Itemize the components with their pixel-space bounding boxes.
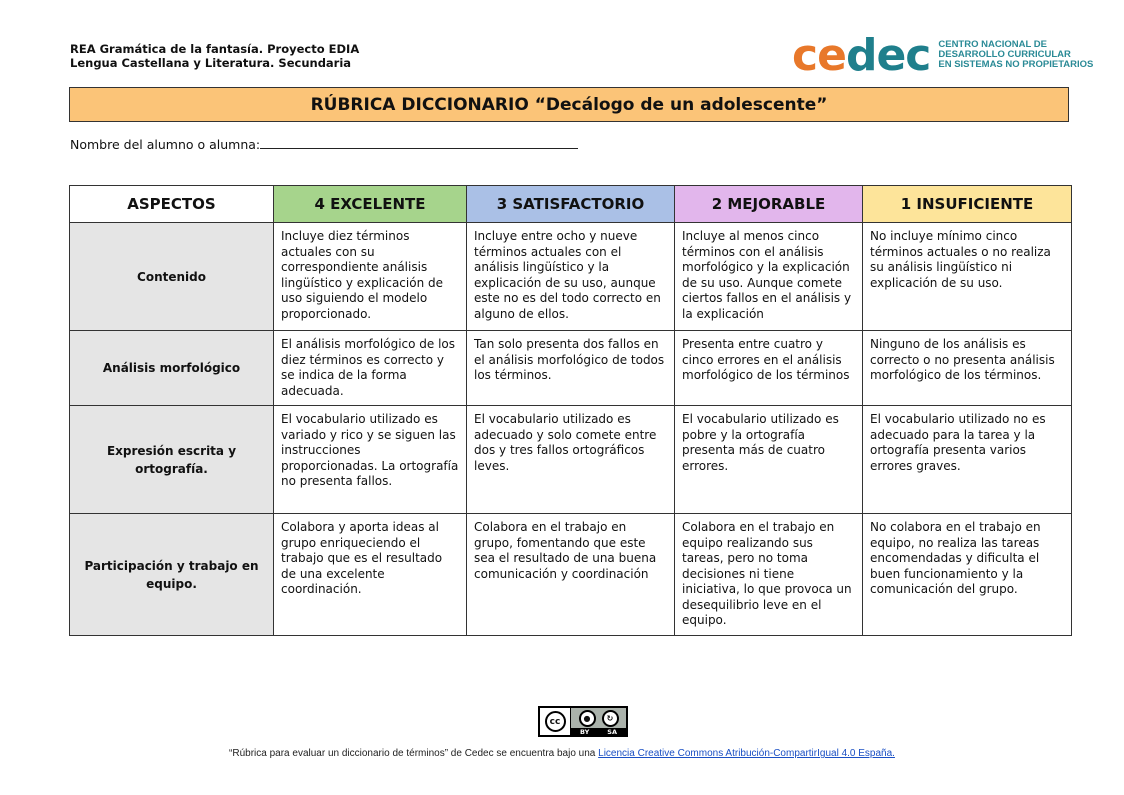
rubric-table: [69, 185, 1072, 636]
student-name-field: [70, 136, 578, 152]
cc-by-label: BY: [579, 728, 590, 736]
header-insuficiente: 1 INSUFICIENTE: [863, 186, 1072, 223]
license-footer: [0, 748, 1124, 759]
logo-sub-line-1: CENTRO NACIONAL DE: [938, 39, 1047, 50]
cell-mejorable: Colabora en el trabajo en equipo realizando sus tareas, pero no toma decisiones ni tiene iniciativa, lo que provoca un desequilibrio leve en el equipo.: [675, 514, 863, 636]
cell-insuficiente: No colabora en el trabajo en equipo, no realiza las tareas encomendadas y dificulta el buen funcionamiento y la comunicación del grupo.: [863, 514, 1072, 636]
logo-sub-line-3: EN SISTEMAS NO PROPIETARIOS: [938, 59, 1094, 70]
document-header: [70, 42, 359, 70]
cedec-logo: [792, 30, 1094, 81]
cell-insuficiente: El vocabulario utilizado no es adecuado para la tarea y la ortografía presenta varios errores graves.: [863, 406, 1072, 514]
cell-insuficiente: Ninguno de los análisis es correcto o no presenta análisis morfológico de los términos.: [863, 331, 1072, 406]
cell-mejorable: El vocabulario utilizado es pobre y la ortografía presenta más de cuatro errores.: [675, 406, 863, 514]
table-row: [70, 514, 1072, 636]
header-aspectos: ASPECTOS: [70, 186, 274, 223]
logo-sub-line-2: DESARROLLO CURRICULAR: [938, 49, 1071, 60]
cell-excelente: Incluye diez términos actuales con su correspondiente análisis lingüístico y explicación de uso siguiendo el modelo proporcionado.: [274, 223, 467, 331]
cc-license-badge[interactable]: [538, 706, 628, 737]
cc-icon: cc: [545, 711, 566, 732]
student-name-label: Nombre del alumno o alumna:: [70, 137, 261, 152]
cedec-logo-word: cedec: [792, 30, 931, 81]
cell-satisfactorio: Incluye entre ocho y nueve términos actuales con el análisis lingüístico y la explicación de su uso, aunque este no es del todo correcto en alguno de ellos.: [467, 223, 675, 331]
cell-satisfactorio: Tan solo presenta dos fallos en el análisis morfológico de todos los términos.: [467, 331, 675, 406]
header-line-1: REA Gramática de la fantasía. Proyecto EDIA: [70, 42, 360, 56]
license-text: “Rúbrica para evaluar un diccionario de términos” de Cedec se encuentra bajo una: [229, 748, 599, 759]
aspect-expresion-escrita: Expresión escrita y ortografía.: [70, 406, 274, 514]
aspect-contenido: Contenido: [70, 223, 274, 331]
rubric-header-row: [70, 186, 1072, 223]
cedec-logo-subtitle: [938, 40, 1093, 70]
aspect-participacion: Participación y trabajo en equipo.: [70, 514, 274, 636]
student-name-blank: [260, 136, 578, 149]
table-row: [70, 406, 1072, 514]
aspect-analisis-morfologico: Análisis morfológico: [70, 331, 274, 406]
cell-mejorable: Incluye al menos cinco términos con el análisis morfológico y la explicación de su uso. Aunque comete ciertos fallos en el análisis y la explicación: [675, 223, 863, 331]
cell-insuficiente: No incluye mínimo cinco términos actuales o no realiza su análisis lingüístico ni explicación de su uso.: [863, 223, 1072, 331]
header-mejorable: 2 MEJORABLE: [675, 186, 863, 223]
cell-satisfactorio: El vocabulario utilizado es adecuado y solo comete entre dos y tres fallos ortográficos leves.: [467, 406, 675, 514]
table-row: [70, 331, 1072, 406]
header-excelente: 4 EXCELENTE: [274, 186, 467, 223]
cc-sa-label: SA: [607, 728, 617, 736]
cell-mejorable: Presenta entre cuatro y cinco errores en el análisis morfológico de los términos: [675, 331, 863, 406]
by-attribution-icon: ●: [579, 710, 596, 727]
sa-share-alike-icon: ↻: [602, 710, 619, 727]
header-satisfactorio: 3 SATISFACTORIO: [467, 186, 675, 223]
rubric-title: RÚBRICA DICCIONARIO “Decálogo de un adolescente”: [69, 87, 1069, 122]
cell-satisfactorio: Colabora en el trabajo en grupo, fomentando que este sea el resultado de una buena comunicación y coordinación: [467, 514, 675, 636]
cell-excelente: El vocabulario utilizado es variado y rico y se siguen las instrucciones proporcionadas. La ortografía no presenta fallos.: [274, 406, 467, 514]
table-row: [70, 223, 1072, 331]
cell-excelente: El análisis morfológico de los diez términos es correcto y se indica de la forma adecuada.: [274, 331, 467, 406]
license-link[interactable]: Licencia Creative Commons Atribución-CompartirIgual 4.0 España.: [598, 748, 895, 759]
cell-excelente: Colabora y aporta ideas al grupo enriqueciendo el trabajo que es el resultado de una excelente coordinación.: [274, 514, 467, 636]
header-line-2: Lengua Castellana y Literatura. Secundaria: [70, 56, 352, 70]
